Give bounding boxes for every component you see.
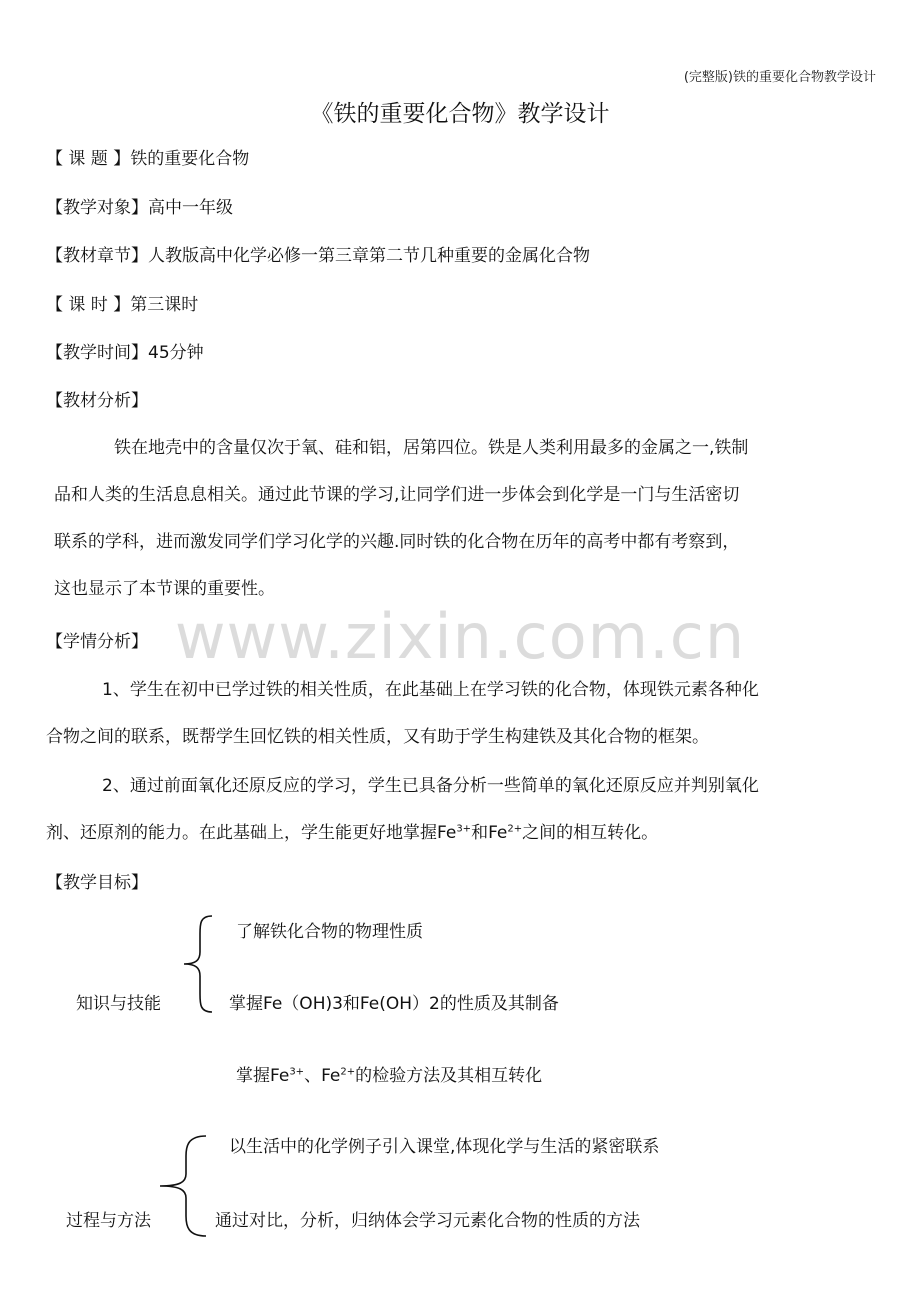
page-title: 《铁的重要化合物》教学设计: [310, 101, 610, 127]
ion-fe2: [488, 823, 522, 843]
objective-item: 以生活中的化学例子引入课堂,体现化学与生活的紧密联系: [229, 1137, 660, 1157]
objective-item: [236, 1065, 542, 1087]
info-row-chapter: [46, 245, 590, 267]
paragraph-line: 品和人类的生活息息相关。通过此节课的学习,让同学们进一步体会到化学是一门与生活密切: [54, 485, 740, 505]
info-row-duration: [46, 342, 204, 364]
ion-fe3: [437, 823, 471, 843]
info-label: 【 课 时 】: [46, 295, 131, 315]
paragraph-line: 联系的学科，进而激发同学们学习化学的兴趣.同时铁的化合物在历年的高考中都有考察到，: [54, 532, 740, 552]
text-run: 剂、还原剂的能力。在此基础上，学生能更好地掌握: [46, 823, 437, 843]
student-analysis-paragraph-1: [46, 667, 886, 761]
info-label: 【教材章节】: [46, 246, 148, 266]
paragraph-line: 铁在地壳中的含量仅次于氧、硅和铝，居第四位。铁是人类利用最多的金属之一,铁制: [114, 438, 749, 458]
objective-label-knowledge: 知识与技能: [76, 994, 161, 1014]
objective-label-process: 过程与方法: [66, 1211, 151, 1231]
text-run: 掌握: [236, 1066, 270, 1086]
paragraph-line: [46, 810, 886, 857]
ion-charge: 2+: [507, 823, 523, 835]
info-row-audience: [46, 197, 233, 219]
info-label: 【教学时间】: [46, 343, 148, 363]
info-row-period: [46, 294, 198, 316]
material-analysis-paragraph: [54, 425, 884, 613]
ion-charge: 2+: [340, 1066, 356, 1078]
paragraph-line: 2、通过前面氧化还原反应的学习，学生已具备分析一些简单的氧化还原反应并判别氧化: [102, 776, 759, 796]
objective-item: 掌握Fe（OH)3和Fe(OH）2的性质及其制备: [229, 994, 559, 1014]
text-run: 之间的相互转化。: [522, 823, 659, 843]
info-value: 人教版高中化学必修一第三章第二节几种重要的金属化合物: [148, 246, 590, 266]
paragraph-line: 合物之间的联系，既帮学生回忆铁的相关性质，又有助于学生构建铁及其化合物的框架。: [46, 727, 709, 747]
info-label: 【 课 题 】: [46, 149, 131, 169]
paragraph-line: 1、学生在初中已学过铁的相关性质，在此基础上在学习铁的化合物，体现铁元素各种化: [102, 680, 759, 700]
text-run: 、: [304, 1066, 322, 1086]
student-analysis-paragraph-2: [46, 763, 886, 857]
ion-base: Fe: [437, 823, 457, 843]
section-heading-student: 【学情分析】: [46, 632, 148, 652]
info-value: 45分钟: [148, 343, 204, 363]
section-heading-material: 【教材分析】: [46, 391, 148, 411]
ion-base: Fe: [270, 1066, 290, 1086]
watermark: www.zixin.com.cn: [174, 600, 746, 673]
objective-item: 了解铁化合物的物理性质: [236, 922, 423, 942]
ion-charge: 3+: [289, 1066, 305, 1078]
info-value: 铁的重要化合物: [130, 149, 250, 169]
paragraph-line: 这也显示了本节课的重要性。: [54, 579, 275, 599]
document-header-label: (完整版)铁的重要化合物教学设计: [683, 70, 876, 85]
ion-base: Fe: [488, 823, 508, 843]
objective-item: 通过对比，分析，归纳体会学习元素化合物的性质的方法: [215, 1211, 640, 1231]
brace-knowledge: [178, 912, 218, 1016]
ion-charge: 3+: [456, 823, 472, 835]
ion-base: Fe: [321, 1066, 341, 1086]
info-row-topic: [46, 148, 249, 170]
text-run: 的检验方法及其相互转化: [355, 1066, 543, 1086]
text-run: 和: [471, 823, 489, 843]
info-label: 【教学对象】: [46, 198, 148, 218]
info-value: 第三课时: [130, 295, 199, 315]
info-value: 高中一年级: [148, 198, 233, 218]
brace-process: [156, 1132, 212, 1240]
section-heading-objectives: 【教学目标】: [46, 873, 148, 893]
